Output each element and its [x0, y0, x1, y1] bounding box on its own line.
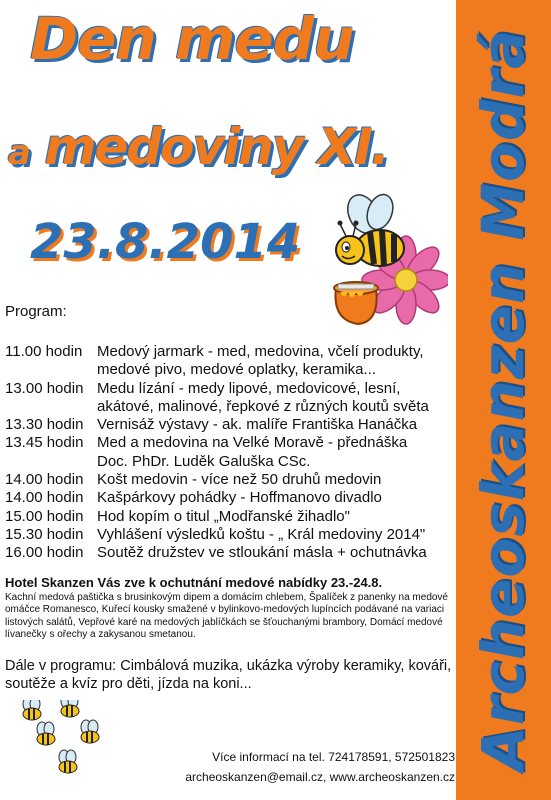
schedule-row — [5, 343, 455, 380]
schedule-time: 15.00 hodin — [5, 507, 84, 525]
schedule-line: akátové, malinové, řepkové z různých koutů světa — [97, 397, 429, 415]
schedule-description — [97, 434, 455, 471]
hotel-heading: Hotel Skanzen Vás zve k ochutnání medové nabídky 23.-24.8. — [5, 575, 383, 590]
schedule-description — [97, 343, 455, 380]
small-bees-icon — [8, 700, 118, 790]
schedule-description: Hod kopím o titul „Modřanské žihadlo" — [97, 507, 350, 525]
schedule-line: medové pivo, medové oplatky, keramika... — [97, 361, 377, 379]
title-line-2-prefix: a — [8, 133, 29, 173]
schedule-line: Medový jarmark - med, medovina, včelí produkty, — [97, 343, 424, 360]
contact-phone: Více informací na tel. 724178591, 572501823 — [212, 750, 455, 764]
schedule-line: Doc. PhDr. Luděk Galuška CSc. — [97, 452, 311, 470]
schedule-row — [5, 489, 455, 507]
program-heading: Program: — [5, 303, 67, 320]
side-banner-text: Archeoskanzen Modrá — [469, 28, 537, 772]
schedule-description: Košt medovin - více než 50 druhů medovin — [97, 471, 382, 489]
event-date: 23.8.2014 — [30, 214, 301, 270]
schedule-time: 15.30 hodin — [5, 525, 84, 543]
schedule-description — [97, 380, 455, 417]
schedule-time: 11.00 hodin — [5, 343, 83, 360]
schedule-time: 14.00 hodin — [5, 489, 84, 507]
more-program-text: Dále v programu: Cimbálová muzika, ukázka výroby keramiky, kováři, soutěže a kvíz pro děti, jízda na koni... — [5, 658, 452, 692]
contact-web: archeoskanzen@email.cz, www.archeoskanzen.cz — [185, 770, 455, 784]
title-line-1: Den medu — [30, 5, 354, 73]
schedule-time: 13.30 hodin — [5, 416, 84, 434]
schedule-description: Soutěž družstev ve stloukání másla + ochutnávka — [97, 544, 427, 562]
schedule-time: 13.00 hodin — [5, 379, 84, 397]
bee-with-honey-pot-icon — [318, 192, 448, 332]
title-line-2 — [8, 118, 388, 176]
schedule-line: Med a medovina na Velké Moravě - přednáška — [97, 434, 408, 452]
title-line-2-rest: medoviny XI. — [44, 118, 389, 176]
schedule-row — [5, 544, 455, 562]
schedule-row — [5, 471, 455, 489]
schedule-row — [5, 434, 455, 471]
schedule-description: Vernisáž výstavy - ak. malíře Františka Hanáčka — [97, 416, 418, 434]
schedule-description: Vyhlášení výsledků koštu - „ Král medoviny 2014" — [97, 525, 426, 543]
schedule-time: 13.45 hodin — [5, 434, 84, 452]
schedule-description: Kašpárkovy pohádky - Hoffmanovo divadlo — [97, 489, 382, 507]
hotel-menu-text: Kachní medová paštička s brusinkovým dipem a domácím chlebem, Špalíček z panenky na medové omáčce Romanesco, Kuřecí kousky smažené v bylinkovo-medových lupíncích podávané na variaci listových salátů, Vepřové karé na medových jablíčkách se šťouchanými brambory, Domácí medové lívanečky s ořechy a zakysanou smetanou. — [5, 592, 448, 641]
schedule-row — [5, 526, 455, 544]
schedule-row — [5, 380, 455, 417]
program-schedule — [5, 343, 455, 563]
schedule-row — [5, 416, 455, 434]
schedule-time: 14.00 hodin — [5, 471, 84, 489]
schedule-row — [5, 508, 455, 526]
schedule-time: 16.00 hodin — [5, 544, 84, 562]
schedule-line: Medu lízání - medy lipové, medovicové, lesní, — [97, 379, 401, 397]
